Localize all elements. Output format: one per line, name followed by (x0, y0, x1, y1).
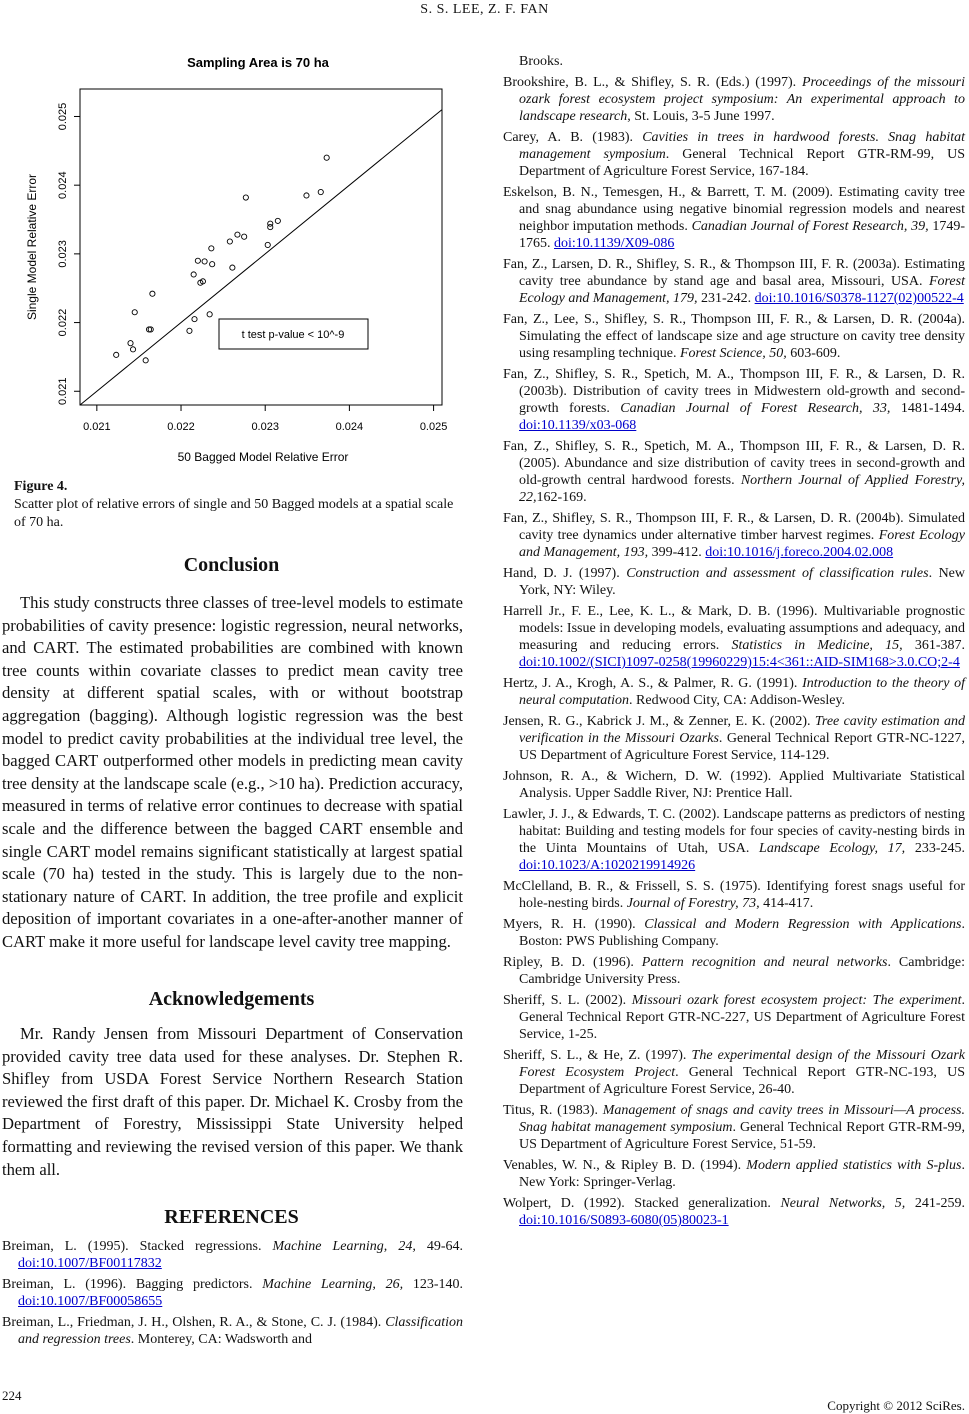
reference-item: Fan, Z., Shifley, S. R., Thompson III, F. R., & Larsen, D. R. (2004b). Simulated cavity tree dynamics under alternative timber harvest regimes. Forest Ecology and Management, 193, 399-412. doi:10.1016/j.foreco.2004.02.008 (503, 511, 965, 560)
y-tick-label: 0.023 (57, 240, 69, 268)
data-point (210, 262, 215, 267)
data-point (150, 291, 155, 296)
reference-item: Fan, Z., Shifley, S. R., Spetich, M. A., Thompson III, F. R., & Larsen, D. R. (2005). Abundance and size distribution of cavity trees in second-growth and old-growth central hardwood forests. Northern Journal of Applied Forestry, 22,162-169. (503, 439, 966, 505)
doi-link[interactable]: doi:10.1016/S0893-6080(05)80023-1 (519, 1213, 729, 1228)
data-point (243, 195, 248, 200)
scatter-chart (0, 0, 470, 470)
data-point (265, 242, 270, 247)
reference-item: Sheriff, S. L. (2002). Missouri ozark forest ecosystem project: The experiment. General Technical Report GTR-NC-227, US Department of Agriculture Forest Service, 1-25. (503, 993, 965, 1042)
doi-link[interactable]: doi:10.1016/j.foreco.2004.02.008 (705, 545, 894, 560)
acknowledgements-paragraph: Mr. Randy Jensen from Missouri Department of Conservation provided cavity tree data used for these analyses. Dr. Stephen R. Shifley from USDA Forest Service Northern Research Station reviewed the first draft of this paper. Dr. Michael K. Crosby from the Department of Forestry, Mississippi State University helped formatting and reviewing the revised version of this paper. We thank them all. (2, 1024, 463, 1179)
x-tick-label: 0.022 (167, 421, 195, 433)
reference-item: McClelland, B. R., & Frissell, S. S. (1975). Identifying forest snags useful for hole-nesting birds. Journal of Forestry, 73, 414-417. (503, 879, 965, 911)
data-point (318, 189, 323, 194)
data-point (128, 341, 133, 346)
data-point (132, 310, 137, 315)
y-tick-label: 0.025 (57, 102, 69, 131)
reference-item: Breiman, L. (1995). Stacked regressions. Machine Learning, 24, 49-64. doi:10.1007/BF00117832 (2, 1239, 464, 1271)
x-axis-label: 50 Bagged Model Relative Error (177, 450, 349, 464)
reference-item: Ripley, B. D. (1996). Pattern recognition and neural networks. Cambridge: Cambridge University Press. (503, 955, 965, 987)
data-point (195, 258, 200, 263)
reference-item: Fan, Z., Shifley, S. R., Spetich, M. A., Thompson III, F. R., & Larsen, D. R. (2003b). Distribution of cavity trees in Midwestern old-growth and second-growth forests. Canadian Journal of Forest Research, 33, 1481-1494. doi:10.1139/x03-068 (503, 367, 965, 433)
doi-link[interactable]: doi:10.1007/BF00058655 (18, 1294, 163, 1309)
doi-link[interactable]: doi:10.1007/BF00117832 (18, 1256, 162, 1271)
figure-caption: Scatter plot of relative errors of single and 50 Bagged models at a spatial scale of 70 ha. (14, 497, 454, 530)
data-point (191, 272, 196, 277)
reference-item: Harrell Jr., F. E., Lee, K. L., & Mark, D. B. (1996). Multivariable prognostic models: Issue in developing models, evaluating assumptions and adequacy, and measuring and reducing errors. Statistics in Medicine, 15, 361-387. doi:10.1002/(SICI)1097-0258(19960229)15:4<361::AID-SIM168>3.0.CO;2-4 (503, 604, 965, 670)
conclusion-heading: Conclusion (183, 554, 280, 576)
references-heading: REFERENCES (164, 1206, 299, 1228)
copyright-notice: Copyright © 2012 SciRes. (827, 1398, 965, 1413)
reference-item: Fan, Z., Lee, S., Shifley, S. R., Thompson III, F. R., & Larsen, D. R. (2004a). Simulating the effect of landscape size and age structure on cavity tree density using resampling technique. Forest Science, 50, 603-609. (503, 312, 965, 361)
data-point (187, 328, 192, 333)
reference-item: Venables, W. N., & Ripley B. D. (1994). Modern applied statistics with S-plus. New York: Springer-Verlag. (503, 1158, 965, 1190)
running-header: S. S. LEE, Z. F. FAN (420, 2, 549, 17)
reference-continuation: Brooks. (519, 54, 563, 69)
annotation-text: t test p-value < 10^-9 (241, 329, 345, 341)
reference-item: Hertz, J. A., Krogh, A. S., & Palmer, R. G. (1991). Introduction to the theory of neural computation. Redwood City, CA: Addison-Wesley. (503, 676, 966, 708)
reference-item: Lawler, J. J., & Edwards, T. C. (2002). Landscape patterns as predictors of nesting habitat: Building and testing models for four species of cavity-nesting birds in the Uinta Mountains of Utah, USA. Landscape Ecology, 17, 233-245. doi:10.1023/A:1020219914926 (503, 807, 966, 873)
data-point (235, 232, 240, 237)
doi-link[interactable]: doi:10.1016/S0378-1127(02)00522-4 (754, 291, 964, 306)
y-axis-label: Single Model Relative Error (25, 173, 39, 321)
reference-item: Wolpert, D. (1992). Stacked generalization. Neural Networks, 5, 241-259. doi:10.1016/S0893-6080(05)80023-1 (503, 1196, 965, 1228)
data-point (209, 246, 214, 251)
reference-item: Jensen, R. G., Kabrick J. M., & Zenner, E. K. (2002). Tree cavity estimation and verification in the Missouri Ozarks. General Technical Report GTR-NC-1227, US Department of Agriculture Forest Service, 114-129. (503, 714, 965, 763)
x-tick-label: 0.025 (419, 421, 448, 433)
plot-frame (80, 89, 442, 405)
doi-link[interactable]: doi:10.1139/X09-086 (554, 236, 675, 251)
x-tick-label: 0.021 (83, 421, 111, 433)
reference-item: Sheriff, S. L., & He, Z. (1997). The experimental design of the Missouri Ozark Forest Ecosystem Project. General Technical Report GTR-NC-193, US Department of Agriculture Forest Service, 26-40. (503, 1048, 965, 1097)
data-point (143, 358, 148, 363)
y-tick-label: 0.024 (57, 171, 69, 199)
reference-item: Johnson, R. A., & Wichern, D. W. (1992). Applied Multivariate Statistical Analysis. Upper Saddle River, NJ: Prentice Hall. (503, 769, 965, 801)
conclusion-paragraph: This study constructs three classes of tree-level models to estimate probabilities of cavity presence: logistic regression, neural networks, and CART. The estimated probabilities are combined with known tree counts within covariate classes to predict mean cavity tree density at different spatial scales, with or without bootstrap aggregation (bagging). Although logistic regression was the best model to predict cavity probabilities at the individual tree level, the bagged CART outperformed other models in predicting mean cavity tree density at the landscape scale (e.g., >10 ha). Prediction accuracy, measured in terms of relative error continues to decrease with spatial scale and the difference between the bagged CART ensemble and single CART model remains significant statistically at largest spatial scale (70 ha) tested in the study. This is largely due to the non-stationary nature of CART. In addition, the tree profile and explicit deposition of important covariates in a one-after-another manner of CART make it more useful for landscape level cavity tree mapping. (2, 593, 463, 951)
data-point (242, 234, 247, 239)
figure-label: Figure 4. (14, 479, 68, 494)
reference-line (80, 110, 442, 405)
data-point (207, 312, 212, 317)
data-point (324, 155, 329, 160)
data-point (192, 317, 197, 322)
reference-item: Carey, A. B. (1983). Cavities in trees in hardwood forests. Snag habitat management symposium. General Technical Report GTR-RM-99, US Department of Agriculture Forest Service, 167-184. (503, 130, 966, 179)
doi-link[interactable]: doi:10.1139/x03-068 (519, 418, 637, 433)
acknowledgements-heading: Acknowledgements (148, 988, 315, 1010)
reference-item: Breiman, L. (1996). Bagging predictors. Machine Learning, 26, 123-140. doi:10.1007/BF00058655 (2, 1277, 463, 1309)
reference-item: Eskelson, B. N., Temesgen, H., & Barrett, T. M. (2009). Estimating cavity tree and snag abundance using negative binomial regression models and nearest neighbor imputation methods. Canadian Journal of Forest Research, 39, 1749-1765. doi:10.1139/X09-086 (503, 185, 965, 251)
reference-item: Hand, D. J. (1997). Construction and assessment of classification rules. New York, NY: Wiley. (503, 566, 966, 598)
data-point (230, 265, 235, 270)
reference-item: Brookshire, B. L., & Shifley, S. R. (Eds.) (1997). Proceedings of the missouri ozark forest ecosystem project symposium: An experimental approach to landscape research, St. Louis, 3-5 June 1997. (503, 75, 966, 124)
y-tick-label: 0.021 (57, 377, 69, 406)
references-list-right (503, 53, 965, 1233)
data-point (202, 259, 207, 264)
data-point (275, 218, 280, 223)
data-point (227, 239, 232, 244)
y-tick-label: 0.022 (57, 308, 69, 337)
chart-title: Sampling Area is 70 ha (187, 55, 329, 70)
data-point (114, 352, 119, 357)
reference-item: Titus, R. (1983). Management of snags and cavity trees in Missouri—A process. Snag habitat management symposium. General Technical Report GTR-RM-99, US Department of Agriculture Forest Service, 51-59. (503, 1103, 965, 1152)
references-list-left (2, 1238, 463, 1352)
reference-item: Fan, Z., Larsen, D. R., Shifley, S. R., & Thompson III, F. R. (2003a). Estimating cavity tree abundance by stand age and basal area, Missouri, USA. Forest Ecology and Management, 179, 231-242. doi:10.1016/S0378-1127(02)00522-4 (503, 257, 965, 306)
reference-item: Myers, R. H. (1990). Classical and Modern Regression with Applications. Boston: PWS Publishing Company. (503, 917, 965, 949)
x-tick-label: 0.024 (335, 421, 364, 433)
reference-item: Breiman, L., Friedman, J. H., Olshen, R. A., & Stone, C. J. (1984). Classification and regression trees. Monterey, CA: Wadsworth and (2, 1315, 463, 1347)
doi-link[interactable]: doi:10.1002/(SICI)1097-0258(19960229)15:4<361::AID-SIM168>3.0.CO;2-4 (519, 655, 960, 670)
x-tick-label: 0.023 (251, 421, 279, 433)
data-point (268, 221, 273, 226)
doi-link[interactable]: doi:10.1023/A:1020219914926 (519, 858, 696, 873)
page-number: 224 (2, 1388, 22, 1403)
data-point (304, 193, 309, 198)
data-point (130, 347, 135, 352)
